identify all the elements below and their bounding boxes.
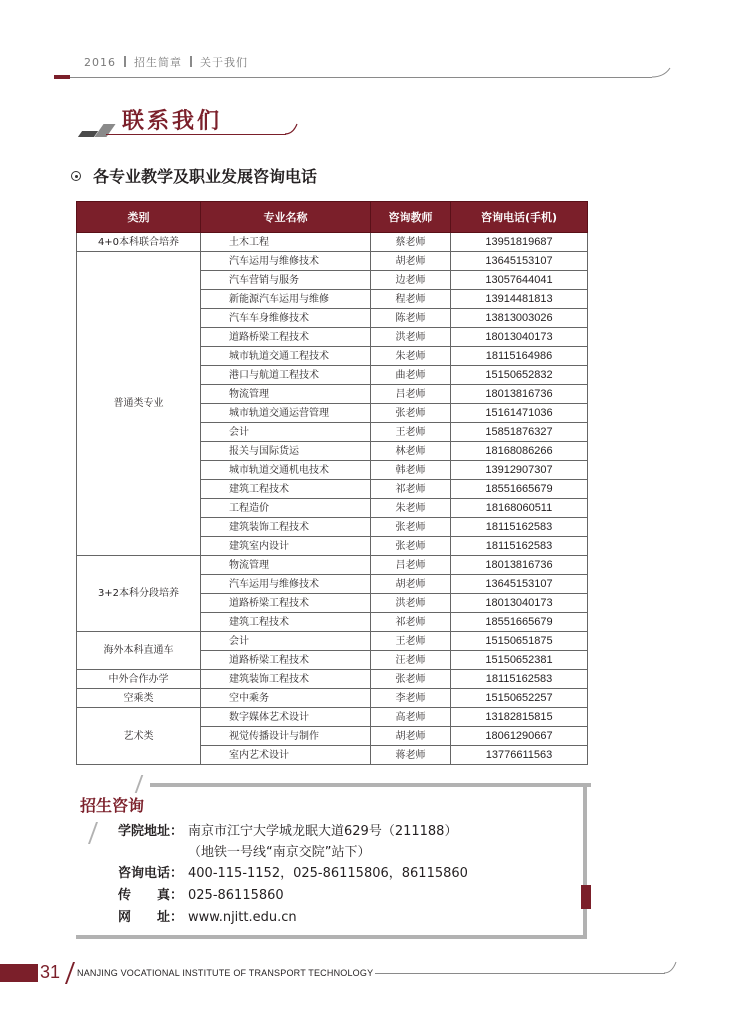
title-underline	[106, 134, 286, 135]
teacher-cell: 张老师	[371, 537, 451, 556]
teacher-cell: 洪老师	[371, 328, 451, 347]
phone-cell: 15150652381	[451, 651, 588, 670]
major-cell: 建筑工程技术	[201, 613, 371, 632]
teacher-cell: 胡老师	[371, 727, 451, 746]
major-cell: 空中乘务	[201, 689, 371, 708]
major-cell: 汽车运用与维修技术	[201, 252, 371, 271]
table-row	[77, 708, 588, 727]
contact-box-slash	[88, 822, 98, 844]
teacher-cell: 王老师	[371, 632, 451, 651]
teacher-cell: 张老师	[371, 518, 451, 537]
phone-cell: 18013816736	[451, 385, 588, 404]
footer-rule-curve	[663, 960, 679, 976]
major-cell: 视觉传播设计与制作	[201, 727, 371, 746]
phone-value: 400-115-1152，025-86115806，86115860	[188, 866, 468, 881]
phone-cell: 15150652832	[451, 366, 588, 385]
table-row	[77, 670, 588, 689]
major-cell: 城市轨道交通运营管理	[201, 404, 371, 423]
teacher-cell: 祁老师	[371, 480, 451, 499]
teacher-cell: 高老师	[371, 708, 451, 727]
category-cell: 普通类专业	[77, 252, 201, 556]
table-row	[77, 689, 588, 708]
address-label: 学院地址：	[118, 824, 184, 839]
table-body	[77, 233, 588, 765]
column-header-category: 类别	[77, 202, 201, 233]
teacher-cell: 蔡老师	[371, 233, 451, 252]
phone-cell: 13182815815	[451, 708, 588, 727]
teacher-cell: 祁老师	[371, 613, 451, 632]
major-cell: 道路桥梁工程技术	[201, 328, 371, 347]
teacher-cell: 汪老师	[371, 651, 451, 670]
major-cell: 港口与航道工程技术	[201, 366, 371, 385]
major-cell: 物流管理	[201, 556, 371, 575]
major-cell: 室内艺术设计	[201, 746, 371, 765]
major-cell: 土木工程	[201, 233, 371, 252]
phone-cell: 15851876327	[451, 423, 588, 442]
address-note: （地铁一号线“南京交院”站下）	[188, 845, 371, 860]
phone-cell: 13057644041	[451, 271, 588, 290]
major-cell: 物流管理	[201, 385, 371, 404]
phone-row	[118, 862, 468, 881]
header-subsection: 关于我们	[200, 56, 248, 69]
teacher-cell: 陈老师	[371, 309, 451, 328]
phone-cell: 15150652257	[451, 689, 588, 708]
teacher-cell: 李老师	[371, 689, 451, 708]
phone-cell: 18551665679	[451, 613, 588, 632]
web-row	[118, 906, 297, 925]
teacher-cell: 朱老师	[371, 499, 451, 518]
phone-cell: 18115162583	[451, 537, 588, 556]
teacher-cell: 王老师	[371, 423, 451, 442]
table-row	[77, 556, 588, 575]
major-cell: 报关与国际货运	[201, 442, 371, 461]
phone-cell: 13813003026	[451, 309, 588, 328]
phone-cell: 13912907307	[451, 461, 588, 480]
teacher-cell: 胡老师	[371, 252, 451, 271]
major-cell: 工程造价	[201, 499, 371, 518]
section-subtitle: 各专业教学及职业发展咨询电话	[93, 167, 318, 186]
category-cell: 中外合作办学	[77, 670, 201, 689]
phone-cell: 13645153107	[451, 575, 588, 594]
web-link[interactable]: www.njitt.edu.cn	[188, 910, 297, 925]
major-cell: 汽车运用与维修技术	[201, 575, 371, 594]
category-cell: 4+0本科联合培养	[77, 233, 201, 252]
header-accent-mark	[54, 75, 70, 79]
address-row	[118, 820, 457, 839]
table-row	[77, 252, 588, 271]
bullet-icon	[71, 171, 81, 181]
phone-cell: 18115162583	[451, 518, 588, 537]
fax-row	[118, 884, 284, 903]
teacher-cell: 曲老师	[371, 366, 451, 385]
address-note-row	[188, 841, 370, 860]
contact-box-bottom-border	[76, 935, 116, 939]
phone-cell: 18013040173	[451, 594, 588, 613]
header-divider	[124, 56, 126, 67]
phone-cell: 18115164986	[451, 347, 588, 366]
footer-institution: NANJING VOCATIONAL INSTITUTE OF TRANSPORT TECHNOLOGY	[77, 968, 374, 978]
teacher-cell: 程老师	[371, 290, 451, 309]
category-cell: 海外本科直通车	[77, 632, 201, 670]
table-row	[77, 632, 588, 651]
column-header-phone: 咨询电话(手机)	[451, 202, 588, 233]
major-cell: 新能源汽车运用与维修	[201, 290, 371, 309]
phone-cell: 18013040173	[451, 328, 588, 347]
teacher-cell: 胡老师	[371, 575, 451, 594]
phone-label: 咨询电话：	[118, 866, 184, 881]
phone-cell: 13645153107	[451, 252, 588, 271]
title-deco-light	[94, 124, 115, 137]
table-row	[77, 233, 588, 252]
header-section: 招生简章	[134, 56, 182, 69]
header-rule-curve	[650, 66, 674, 80]
teacher-cell: 韩老师	[371, 461, 451, 480]
major-cell: 建筑工程技术	[201, 480, 371, 499]
header-year: 2016	[84, 56, 116, 69]
fax-label: 传 真：	[118, 888, 184, 903]
phone-cell: 13951819687	[451, 233, 588, 252]
major-cell: 汽车车身维修技术	[201, 309, 371, 328]
teacher-cell: 张老师	[371, 404, 451, 423]
teacher-cell: 边老师	[371, 271, 451, 290]
contact-box-accent	[581, 885, 591, 909]
phone-cell: 18168060511	[451, 499, 588, 518]
web-label: 网 址：	[118, 910, 184, 925]
major-cell: 城市轨道交通机电技术	[201, 461, 371, 480]
major-cell: 会计	[201, 632, 371, 651]
running-header	[84, 54, 248, 70]
teacher-cell: 蒋老师	[371, 746, 451, 765]
category-cell: 艺术类	[77, 708, 201, 765]
address-value: 南京市江宁大学城龙眠大道629号（211188）	[188, 824, 458, 839]
major-cell: 会计	[201, 423, 371, 442]
category-cell: 空乘类	[77, 689, 201, 708]
teacher-cell: 洪老师	[371, 594, 451, 613]
teacher-cell: 吕老师	[371, 385, 451, 404]
teacher-cell: 林老师	[371, 442, 451, 461]
header-rule	[62, 77, 652, 78]
teacher-cell: 朱老师	[371, 347, 451, 366]
teacher-cell: 吕老师	[371, 556, 451, 575]
footer-slash	[65, 962, 75, 984]
fax-value: 025-86115860	[188, 888, 284, 903]
phone-cell: 13776611563	[451, 746, 588, 765]
major-cell: 道路桥梁工程技术	[201, 594, 371, 613]
title-underline-curve	[284, 122, 300, 136]
phone-cell: 18013816736	[451, 556, 588, 575]
phone-cell: 18551665679	[451, 480, 588, 499]
column-header-teacher: 咨询教师	[371, 202, 451, 233]
major-cell: 建筑装饰工程技术	[201, 518, 371, 537]
teacher-cell: 张老师	[371, 670, 451, 689]
phone-cell: 18168086266	[451, 442, 588, 461]
header-divider	[190, 56, 192, 67]
column-header-major: 专业名称	[201, 202, 371, 233]
major-cell: 城市轨道交通工程技术	[201, 347, 371, 366]
phone-cell: 18061290667	[451, 727, 588, 746]
major-cell: 建筑装饰工程技术	[201, 670, 371, 689]
category-cell: 3+2本科分段培养	[77, 556, 201, 632]
major-cell: 建筑室内设计	[201, 537, 371, 556]
phone-cell: 13914481813	[451, 290, 588, 309]
contact-table	[76, 201, 588, 765]
page-title: 联系我们	[122, 109, 223, 134]
contact-title: 招生咨询	[80, 796, 145, 815]
footer-accent-bar	[0, 964, 38, 982]
major-cell: 数字媒体艺术设计	[201, 708, 371, 727]
phone-cell: 18115162583	[451, 670, 588, 689]
major-cell: 汽车营销与服务	[201, 271, 371, 290]
phone-cell: 15150651875	[451, 632, 588, 651]
footer-rule	[375, 973, 665, 974]
phone-cell: 15161471036	[451, 404, 588, 423]
table-header-row	[77, 202, 588, 233]
major-cell: 道路桥梁工程技术	[201, 651, 371, 670]
page-number: 31	[40, 962, 61, 982]
